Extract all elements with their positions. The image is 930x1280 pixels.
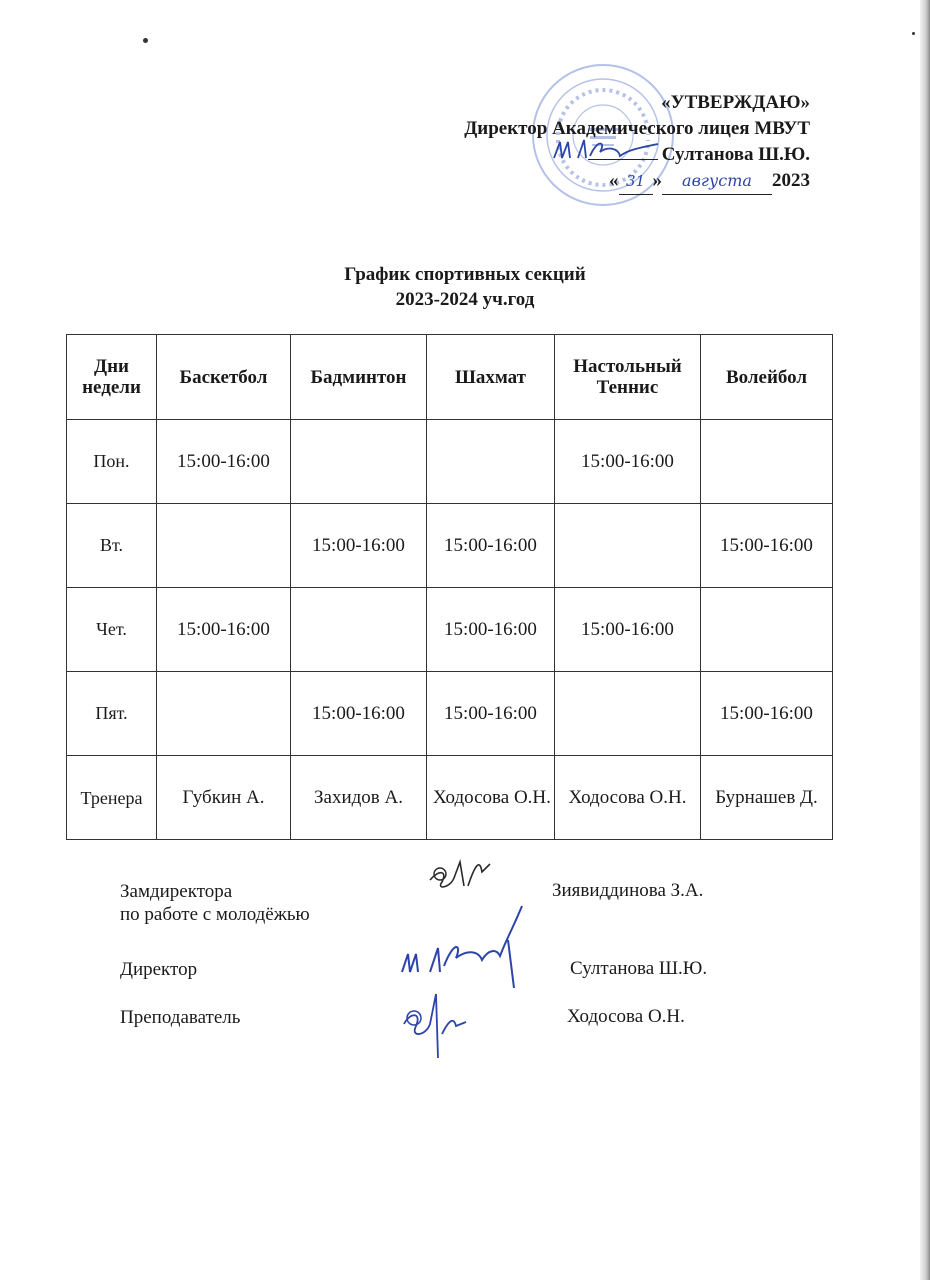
table-cell — [555, 504, 701, 588]
table-row — [67, 588, 833, 672]
signature-name-director: Султанова Ш.Ю. — [570, 958, 708, 979]
scan-speck — [143, 38, 148, 43]
coach-cell: Захидов А. — [291, 756, 427, 840]
header-badminton: Бадминтон — [291, 335, 427, 420]
table-header-row — [67, 335, 833, 420]
approval-position: Директор Академического лицея МВУТ — [464, 118, 810, 139]
coaches-row — [67, 756, 833, 840]
table-row — [67, 672, 833, 756]
table-cell: 15:00-16:00 — [427, 672, 555, 756]
table-cell: 15:00-16:00 — [555, 420, 701, 504]
coach-cell: Бурнашев Д. — [701, 756, 833, 840]
table-cell — [291, 588, 427, 672]
header-days: Дни недели — [67, 335, 157, 420]
date-open-quote: « — [609, 170, 619, 191]
row-day: Вт. — [67, 504, 157, 588]
title-line-2: 2023-2024 уч.год — [395, 289, 535, 310]
table-cell: 15:00-16:00 — [555, 588, 701, 672]
deputy-handwritten-signature — [420, 852, 500, 902]
signature-role-director — [120, 958, 197, 981]
coaches-label: Тренера — [67, 756, 157, 840]
date-day: 31 — [619, 168, 653, 195]
role-line-1: Преподаватель — [120, 1007, 241, 1028]
header-basketball: Баскетбол — [157, 335, 291, 420]
row-day: Пон. — [67, 420, 157, 504]
director-handwritten-signature — [396, 900, 532, 990]
header-chess: Шахмат — [427, 335, 555, 420]
table-row — [67, 504, 833, 588]
signature-name-teacher: Ходосова О.Н. — [567, 1006, 685, 1027]
date-year: 2023 — [772, 170, 810, 191]
table-cell: 15:00-16:00 — [701, 672, 833, 756]
date-month: августа — [662, 168, 772, 195]
table-cell — [701, 420, 833, 504]
director-signature-top — [548, 128, 668, 174]
header-table-tennis: Настольный Теннис — [555, 335, 701, 420]
table-cell — [157, 672, 291, 756]
table-cell — [157, 504, 291, 588]
signature-role-teacher — [120, 1006, 240, 1029]
table-cell: 15:00-16:00 — [427, 504, 555, 588]
table-cell: 15:00-16:00 — [427, 588, 555, 672]
coach-cell: Губкин А. — [157, 756, 291, 840]
signature-role-deputy — [120, 880, 310, 926]
title-line-1: График спортивных секций — [344, 264, 586, 285]
role-line-2: по работе с молодёжью — [120, 904, 310, 925]
table-cell — [555, 672, 701, 756]
teacher-handwritten-signature — [396, 988, 476, 1064]
row-day: Чет. — [67, 588, 157, 672]
row-day: Пят. — [67, 672, 157, 756]
table-cell — [291, 420, 427, 504]
role-line-1: Директор — [120, 959, 198, 980]
table-cell: 15:00-16:00 — [157, 420, 291, 504]
table-row — [67, 420, 833, 504]
header-volleyball: Волейбол — [701, 335, 833, 420]
date-close-quote: » — [652, 170, 662, 191]
table-cell — [701, 588, 833, 672]
table-cell: 15:00-16:00 — [157, 588, 291, 672]
table-cell: 15:00-16:00 — [291, 672, 427, 756]
table-cell: 15:00-16:00 — [291, 504, 427, 588]
document-title — [0, 262, 930, 312]
approval-heading: «УТВЕРЖДАЮ» — [661, 92, 810, 113]
scan-speck — [912, 32, 915, 35]
sports-schedule-table — [66, 334, 833, 840]
signature-name-deputy: Зиявиддинова З.А. — [552, 880, 704, 901]
table-cell — [427, 420, 555, 504]
approval-name: Султанова Ш.Ю. — [661, 144, 810, 165]
role-line-1: Замдиректора — [120, 881, 233, 902]
coach-cell: Ходосова О.Н. — [555, 756, 701, 840]
scan-edge-shadow — [920, 0, 930, 1280]
coach-cell: Ходосова О.Н. — [427, 756, 555, 840]
table-cell: 15:00-16:00 — [701, 504, 833, 588]
